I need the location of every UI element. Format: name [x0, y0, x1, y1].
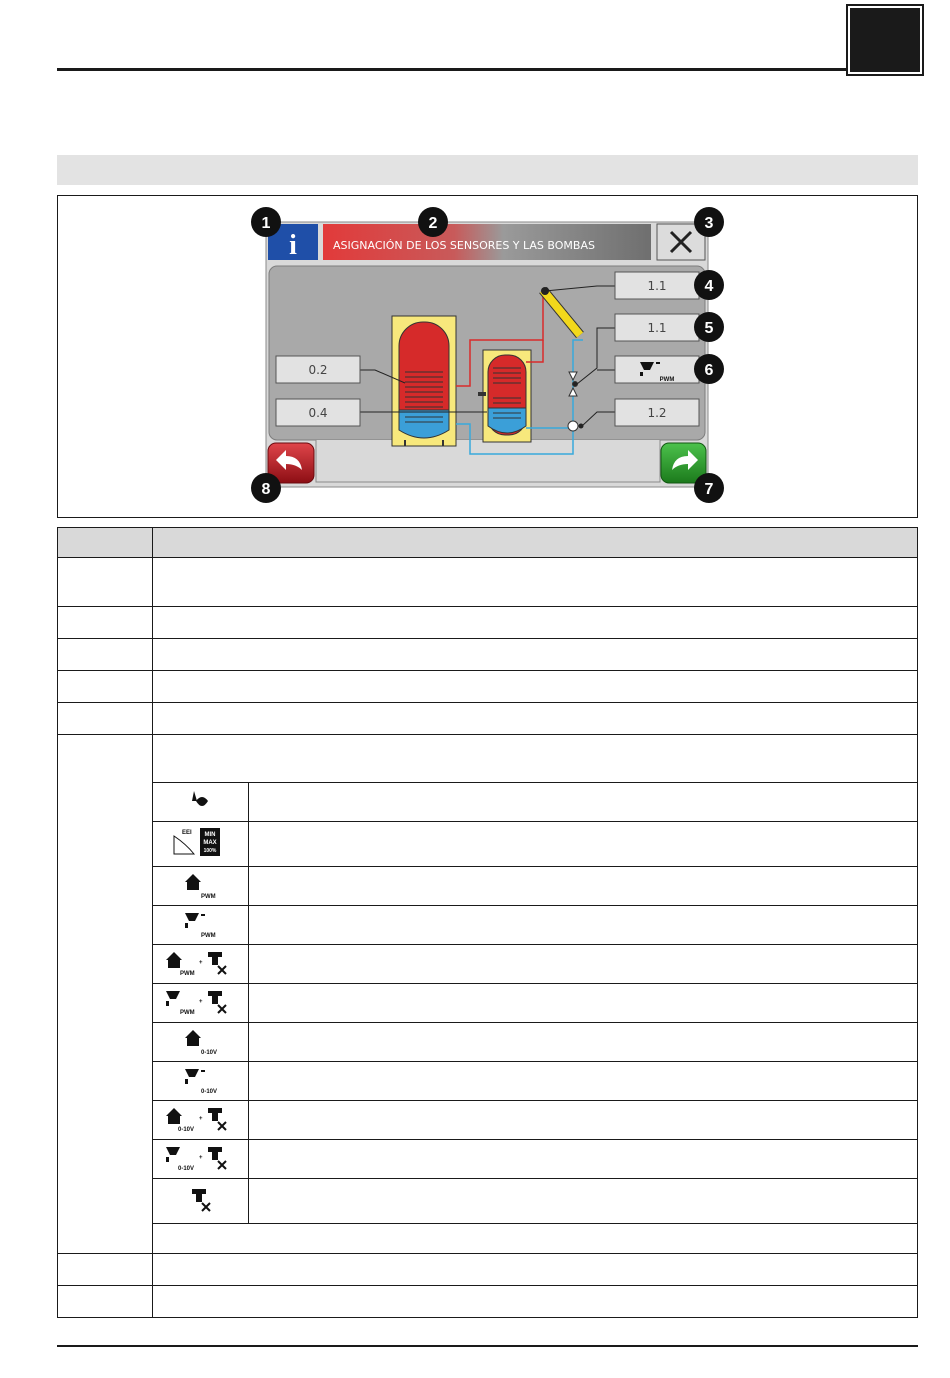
pump-type-row [153, 783, 917, 822]
pump-type-row [153, 822, 917, 867]
svg-text:3: 3 [704, 215, 714, 232]
pump-type-row [153, 1101, 917, 1140]
table-row [58, 703, 918, 735]
callout-3 [694, 207, 724, 237]
pump-type-box[interactable] [615, 356, 699, 383]
table-row [58, 671, 918, 703]
sensor-box-valve[interactable] [615, 314, 699, 341]
svg-text:5: 5 [704, 320, 714, 337]
svg-text:PWM: PWM [201, 932, 216, 939]
table-row-pump-types [58, 735, 918, 1254]
sensor-box-0-2[interactable] [276, 356, 360, 383]
footer-rule [57, 1345, 918, 1347]
svg-text:+: + [199, 1115, 203, 1122]
svg-text:2: 2 [428, 215, 438, 232]
screen-title: ASIGNACIÓN DE LOS SENSORES Y LAS BOMBAS [333, 239, 595, 252]
chapter-tab [848, 6, 922, 74]
ac-pump-icon [180, 787, 220, 815]
svg-text:0-10V: 0-10V [178, 1126, 195, 1133]
callout-4 [694, 270, 724, 300]
svg-text:PWM: PWM [180, 970, 195, 977]
pump-type-row [153, 1023, 917, 1062]
svg-text:4: 4 [704, 278, 714, 295]
table-row [58, 1286, 918, 1318]
callout-6 [694, 354, 724, 384]
sensor-box-collector[interactable] [615, 272, 699, 299]
solar-0-10v-icon [175, 1065, 225, 1095]
table-row [58, 558, 918, 607]
heating-0-10v-valve-icon [160, 1104, 240, 1134]
svg-text:PWM: PWM [659, 377, 675, 383]
svg-text:PWM: PWM [180, 1009, 195, 1016]
svg-text:0.2: 0.2 [308, 363, 328, 377]
table-row [58, 1254, 918, 1286]
sensor-box-pump[interactable] [615, 399, 699, 426]
callout-1 [251, 207, 281, 237]
svg-text:PWM: PWM [201, 893, 216, 900]
pump-type-table [153, 782, 917, 1253]
svg-text:+: + [199, 998, 203, 1005]
svg-text:7: 7 [704, 481, 714, 498]
svg-text:EEI: EEI [182, 829, 192, 836]
table-row [58, 607, 918, 639]
solar-0-10v-valve-icon [160, 1143, 240, 1173]
callout-7 [694, 473, 724, 503]
svg-text:100%: 100% [203, 847, 217, 854]
svg-text:+: + [199, 1154, 203, 1161]
svg-text:1.1: 1.1 [647, 321, 667, 335]
pump-type-row [153, 906, 917, 945]
pump-type-row [153, 945, 917, 984]
pump-type-row [153, 1179, 917, 1224]
svg-text:+: + [199, 959, 203, 966]
svg-text:6: 6 [704, 362, 714, 379]
svg-text:1.2: 1.2 [647, 406, 667, 420]
svg-text:0.4: 0.4 [308, 406, 328, 420]
svg-text:MAX: MAX [203, 839, 217, 846]
svg-text:0-10V: 0-10V [178, 1165, 195, 1172]
table-header-row [58, 528, 918, 558]
callout-8 [251, 473, 281, 503]
pump-type-row [153, 867, 917, 906]
pump-type-row [153, 1062, 917, 1101]
svg-text:MIN: MIN [204, 831, 216, 838]
svg-text:0-10V: 0-10V [201, 1049, 218, 1056]
header-rule [57, 68, 848, 71]
section-heading-bar [57, 155, 918, 185]
pump-type-row [153, 984, 917, 1023]
sensor-box-0-4[interactable] [276, 399, 360, 426]
heating-0-10v-icon [175, 1026, 225, 1056]
svg-text:1: 1 [261, 215, 271, 232]
dhw-tank-right [478, 350, 531, 442]
heating-pwm-valve-icon [160, 948, 240, 978]
pump-type-footer-row [153, 1224, 917, 1254]
heating-pwm-icon [175, 870, 225, 900]
info-glyph: i [289, 230, 297, 261]
svg-text:0-10V: 0-10V [201, 1088, 218, 1095]
description-table [57, 527, 918, 1318]
solar-pwm-icon [175, 909, 225, 939]
controller-screen [57, 195, 918, 517]
valve-only-icon [180, 1185, 220, 1215]
svg-text:1.1: 1.1 [647, 279, 667, 293]
callout-2 [418, 207, 448, 237]
table-row [58, 639, 918, 671]
solar-pwm-valve-icon [160, 987, 240, 1017]
svg-text:8: 8 [261, 481, 271, 498]
callout-5 [694, 312, 724, 342]
eei-min-max-icon [170, 826, 230, 860]
pump-type-row [153, 1140, 917, 1179]
